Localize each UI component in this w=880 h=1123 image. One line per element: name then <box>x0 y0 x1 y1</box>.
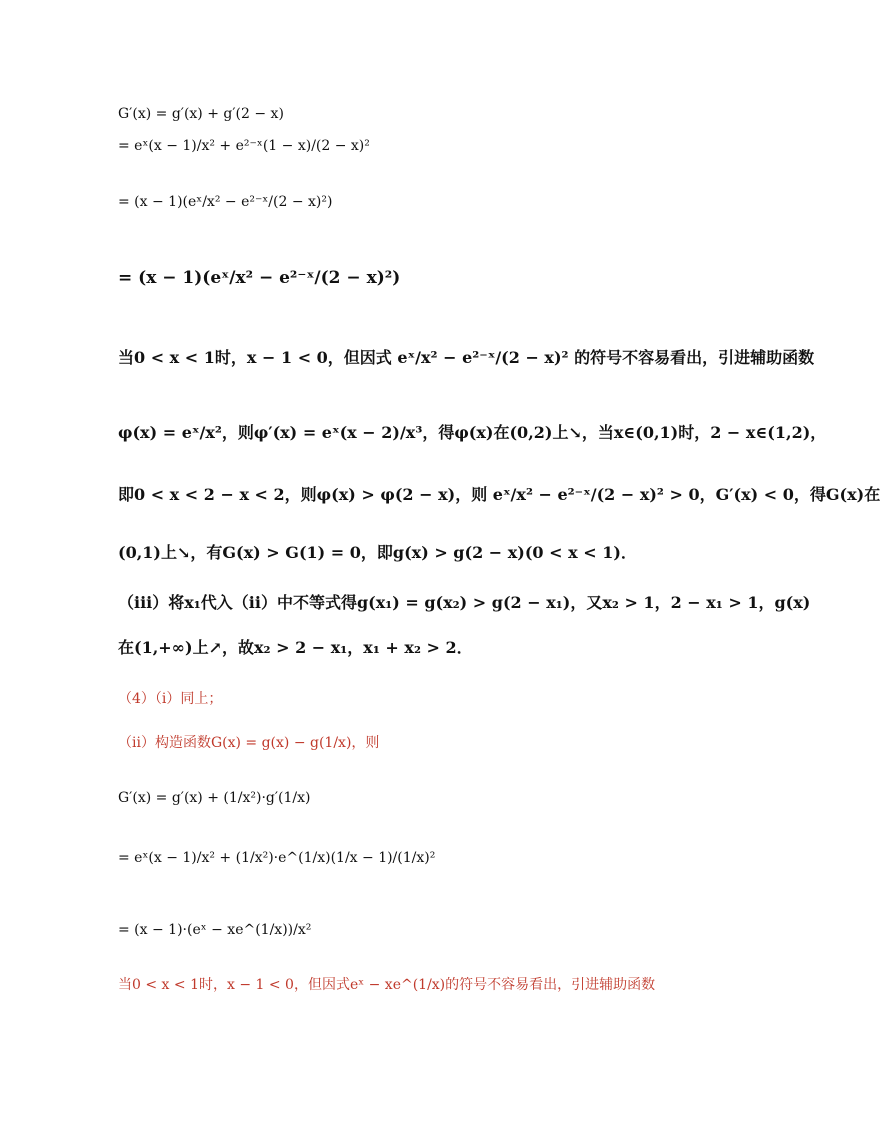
paragraph-line: φ(x) = eˣ/x²，则φ′(x) = eˣ(x − 2)/x³，得φ(x)在(0,2)上↘，当x∈(0,1)时，2 − x∈(1,2)， <box>118 423 827 442</box>
equation-line: = eˣ(x − 1)/x² + (1/x²)·e^(1/x)(1/x − 1)/(1/x)² <box>118 850 436 866</box>
paragraph-line: 当0 < x < 1时，x − 1 < 0，但因式 eˣ/x² − e²⁻ˣ/(2 − x)² 的符号不容易看出，引进辅助函数 <box>118 348 815 367</box>
paragraph-line: 即0 < x < 2 − x < 2，则φ(x) > φ(2 − x)，则 eˣ/x² − e²⁻ˣ/(2 − x)² > 0，G′(x) < 0，得G(x)在 <box>118 485 880 504</box>
paragraph-line: (0,1)上↘，有G(x) > G(1) = 0，即g(x) > g(2 − x)(0 < x < 1)． <box>118 543 637 562</box>
equation-line: = (x − 1)(eˣ/x² − e²⁻ˣ/(2 − x)²) <box>118 194 333 210</box>
equation-line: = eˣ(x − 1)/x² + e²⁻ˣ(1 − x)/(2 − x)² <box>118 138 370 154</box>
equation-line: G′(x) = g′(x) + g′(2 − x) <box>118 106 284 122</box>
paragraph-line: （ii）构造函数G(x) = g(x) − g(1/x)，则 <box>118 735 380 751</box>
paragraph-line: 当0 < x < 1时，x − 1 < 0，但因式eˣ − xe^(1/x)的符号不容易看出，引进辅助函数 <box>118 977 656 993</box>
equation-line: G′(x) = g′(x) + (1/x²)·g′(1/x) <box>118 790 311 806</box>
paragraph-line: （iii）将x₁代入（ii）中不等式得g(x₁) = g(x₂) > g(2 − x₁)，又x₂ > 1，2 − x₁ > 1，g(x) <box>118 593 811 612</box>
paragraph-line: （4）（i）同上； <box>118 691 223 707</box>
equation-line: = (x − 1)·(eˣ − xe^(1/x))/x² <box>118 922 312 938</box>
paragraph-line: 在(1,+∞)上↗，故x₂ > 2 − x₁，x₁ + x₂ > 2． <box>118 638 473 657</box>
equation-line: = (x − 1)(eˣ/x² − e²⁻ˣ/(2 − x)²) <box>118 268 401 288</box>
